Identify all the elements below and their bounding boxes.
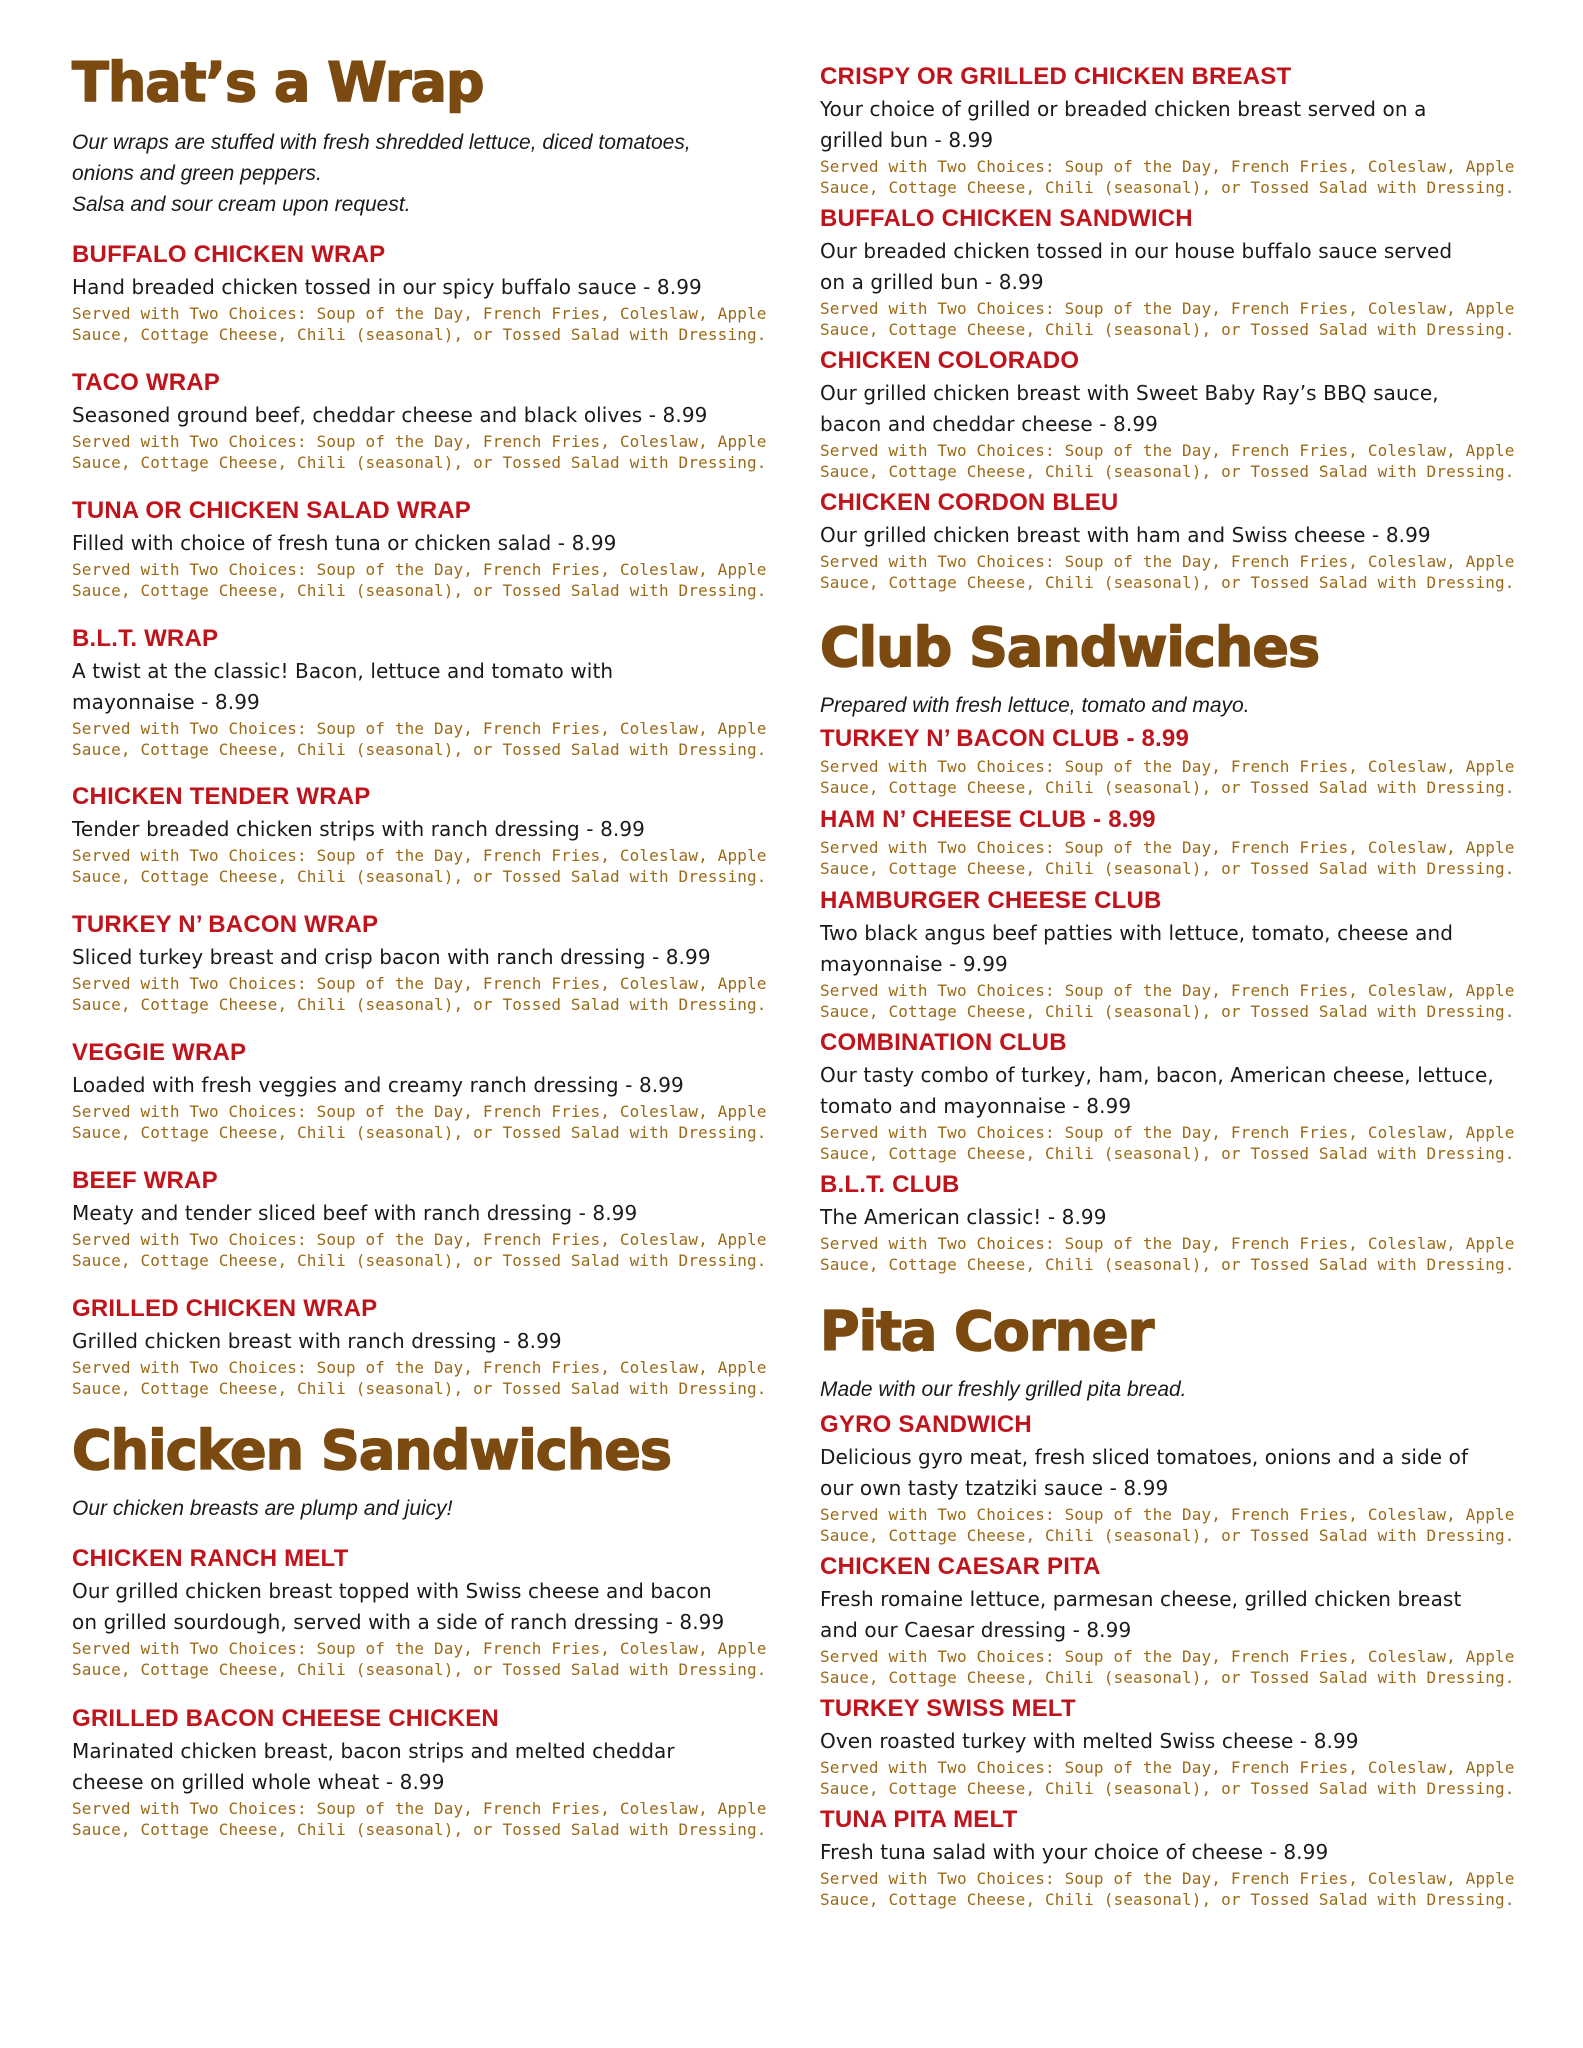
served-with-line: Sauce, Cottage Cheese, Chili (seasonal), or Tossed Salad with Dressing.: [820, 859, 1515, 878]
menu-item-veggie-wrap: [72, 1036, 792, 1143]
menu-item-description: Our breaded chicken tossed in our house buffalo sauce served: [820, 239, 1453, 263]
menu-item-title: TURKEY N’ BACON CLUB - 8.99: [820, 725, 1190, 752]
club-section-title: Club Sandwiches: [820, 616, 1320, 679]
served-with-line: Served with Two Choices: Soup of the Day, French Fries, Coleslaw, Apple: [72, 304, 767, 323]
menu-item-title: CHICKEN CORDON BLEU: [820, 489, 1119, 516]
pita-section-title: Pita Corner: [820, 1300, 1154, 1363]
served-with-line: Sauce, Cottage Cheese, Chili (seasonal), or Tossed Salad with Dressing.: [72, 1123, 767, 1142]
served-with-line: Served with Two Choices: Soup of the Day, French Fries, Coleslaw, Apple: [820, 981, 1515, 1000]
served-with-line: Sauce, Cottage Cheese, Chili (seasonal), or Tossed Salad with Dressing.: [820, 178, 1515, 197]
served-with-line: Sauce, Cottage Cheese, Chili (seasonal), or Tossed Salad with Dressing.: [72, 995, 767, 1014]
served-with-line: Served with Two Choices: Soup of the Day, French Fries, Coleslaw, Apple: [72, 719, 767, 738]
menu-item-description: Our grilled chicken breast with Sweet Baby Ray’s BBQ sauce,: [820, 381, 1439, 405]
pita-intro: [820, 1374, 1540, 1405]
menu-item-description: Our grilled chicken breast with ham and Swiss cheese - 8.99: [820, 523, 1431, 547]
menu-item-chicken-caesar-pita: [820, 1550, 1540, 1688]
menu-item-title: TACO WRAP: [72, 369, 221, 396]
menu-item-title: HAM N’ CHEESE CLUB - 8.99: [820, 806, 1156, 833]
served-with-line: Sauce, Cottage Cheese, Chili (seasonal), or Tossed Salad with Dressing.: [820, 1526, 1515, 1545]
menu-item-description: Fresh tuna salad with your choice of cheese - 8.99: [820, 1840, 1329, 1864]
served-with-line: Served with Two Choices: Soup of the Day, French Fries, Coleslaw, Apple: [820, 299, 1515, 318]
served-with-line: Served with Two Choices: Soup of the Day, French Fries, Coleslaw, Apple: [820, 1123, 1515, 1142]
served-with-line: Served with Two Choices: Soup of the Day, French Fries, Coleslaw, Apple: [820, 1647, 1515, 1666]
menu-item-description: Our tasty combo of turkey, ham, bacon, American cheese, lettuce,: [820, 1063, 1494, 1087]
served-with-line: Served with Two Choices: Soup of the Day, French Fries, Coleslaw, Apple: [820, 757, 1515, 776]
served-with-line: Served with Two Choices: Soup of the Day, French Fries, Coleslaw, Apple: [820, 1869, 1515, 1888]
served-with-line: Sauce, Cottage Cheese, Chili (seasonal), or Tossed Salad with Dressing.: [820, 778, 1515, 797]
menu-item-chicken-tender-wrap: [72, 780, 792, 887]
menu-item-description: Loaded with fresh veggies and creamy ranch dressing - 8.99: [72, 1073, 684, 1097]
menu-item-taco-wrap: [72, 366, 792, 473]
wraps-intro-line: Salsa and sour cream upon request.: [72, 193, 411, 216]
menu-item-description: Oven roasted turkey with melted Swiss cheese - 8.99: [820, 1729, 1359, 1753]
served-with-line: Served with Two Choices: Soup of the Day, French Fries, Coleslaw, Apple: [72, 846, 767, 865]
chicken-intro-line: Our chicken breasts are plump and juicy!: [72, 1497, 453, 1520]
served-with-line: Sauce, Cottage Cheese, Chili (seasonal), or Tossed Salad with Dressing.: [820, 1668, 1515, 1687]
wraps-section-title: That’s a Wrap: [72, 51, 484, 114]
menu-item-description: Fresh romaine lettuce, parmesan cheese, grilled chicken breast: [820, 1587, 1462, 1611]
menu-item-title: TURKEY SWISS MELT: [820, 1695, 1076, 1722]
menu-item-title: CHICKEN RANCH MELT: [72, 1545, 349, 1572]
menu-item-description: Hand breaded chicken tossed in our spicy buffalo sauce - 8.99: [72, 275, 702, 299]
menu-item-description: Our grilled chicken breast topped with Swiss cheese and bacon: [72, 1579, 712, 1603]
menu-item-description: mayonnaise - 8.99: [72, 690, 260, 714]
served-with-line: Sauce, Cottage Cheese, Chili (seasonal), or Tossed Salad with Dressing.: [72, 581, 767, 600]
chicken-intro: [72, 1493, 792, 1524]
served-with-line: Sauce, Cottage Cheese, Chili (seasonal), or Tossed Salad with Dressing.: [820, 573, 1515, 592]
menu-item-description: on a grilled bun - 8.99: [820, 270, 1044, 294]
served-with-line: Served with Two Choices: Soup of the Day, French Fries, Coleslaw, Apple: [72, 1102, 767, 1121]
menu-item-description: Seasoned ground beef, cheddar cheese and black olives - 8.99: [72, 403, 708, 427]
menu-item-description: Sliced turkey breast and crisp bacon with ranch dressing - 8.99: [72, 945, 711, 969]
menu-item-blt-club: [820, 1168, 1540, 1275]
menu-item-turkey-swiss-melt: [820, 1692, 1540, 1799]
served-with-line: Sauce, Cottage Cheese, Chili (seasonal), or Tossed Salad with Dressing.: [72, 1251, 767, 1270]
menu-item-chicken-cordon-bleu: [820, 486, 1540, 593]
menu-item-turkey-bacon-club: [820, 722, 1540, 798]
served-with-line: Sauce, Cottage Cheese, Chili (seasonal), or Tossed Salad with Dressing.: [820, 1144, 1515, 1163]
menu-item-description: cheese on grilled whole wheat - 8.99: [72, 1770, 445, 1794]
menu-item-chicken-ranch-melt: [72, 1542, 792, 1680]
menu-item-title: TUNA PITA MELT: [820, 1806, 1018, 1833]
served-with-line: Served with Two Choices: Soup of the Day, French Fries, Coleslaw, Apple: [72, 1358, 767, 1377]
served-with-line: Served with Two Choices: Soup of the Day, French Fries, Coleslaw, Apple: [820, 552, 1515, 571]
menu-item-title: GYRO SANDWICH: [820, 1411, 1032, 1438]
served-with-line: Sauce, Cottage Cheese, Chili (seasonal), or Tossed Salad with Dressing.: [72, 1660, 767, 1679]
menu-item-title: CHICKEN TENDER WRAP: [72, 783, 371, 810]
club-intro-line: Prepared with fresh lettuce, tomato and mayo.: [820, 694, 1250, 717]
menu-item-description: Meaty and tender sliced beef with ranch dressing - 8.99: [72, 1201, 638, 1225]
menu-item-grilled-bacon-cheese-chicken: [72, 1702, 792, 1840]
menu-item-description: Grilled chicken breast with ranch dressing - 8.99: [72, 1329, 562, 1353]
menu-item-blt-wrap: [72, 622, 792, 760]
served-with-line: Served with Two Choices: Soup of the Day, French Fries, Coleslaw, Apple: [820, 1234, 1515, 1253]
served-with-line: Served with Two Choices: Soup of the Day, French Fries, Coleslaw, Apple: [820, 441, 1515, 460]
menu-item-description: Filled with choice of fresh tuna or chicken salad - 8.99: [72, 531, 617, 555]
menu-item-description: A twist at the classic! Bacon, lettuce and tomato with: [72, 659, 614, 683]
served-with-line: Served with Two Choices: Soup of the Day, French Fries, Coleslaw, Apple: [820, 1758, 1515, 1777]
menu-item-description: Delicious gyro meat, fresh sliced tomatoes, onions and a side of: [820, 1445, 1469, 1469]
menu-item-title: B.L.T. CLUB: [820, 1171, 960, 1198]
served-with-line: Served with Two Choices: Soup of the Day, French Fries, Coleslaw, Apple: [820, 838, 1515, 857]
menu-item-buffalo-chicken-sandwich: [820, 202, 1540, 340]
served-with-line: Sauce, Cottage Cheese, Chili (seasonal), or Tossed Salad with Dressing.: [72, 1820, 767, 1839]
menu-item-buffalo-chicken-wrap: [72, 238, 792, 345]
served-with-line: Served with Two Choices: Soup of the Day, French Fries, Coleslaw, Apple: [820, 157, 1515, 176]
menu-item-title: BUFFALO CHICKEN WRAP: [72, 241, 386, 268]
menu-item-description: Two black angus beef patties with lettuce, tomato, cheese and: [820, 921, 1454, 945]
served-with-line: Sauce, Cottage Cheese, Chili (seasonal), or Tossed Salad with Dressing.: [820, 320, 1515, 339]
menu-item-turkey-bacon-wrap: [72, 908, 792, 1015]
menu-item-title: GRILLED BACON CHEESE CHICKEN: [72, 1705, 499, 1732]
pita-heading-block: [820, 1299, 1540, 1365]
chicken-heading-block: [72, 1418, 792, 1484]
club-heading-block: [820, 615, 1540, 681]
menu-item-combination-club: [820, 1026, 1540, 1164]
served-with-line: Sauce, Cottage Cheese, Chili (seasonal), or Tossed Salad with Dressing.: [72, 1379, 767, 1398]
served-with-line: Served with Two Choices: Soup of the Day, French Fries, Coleslaw, Apple: [72, 1639, 767, 1658]
served-with-line: Served with Two Choices: Soup of the Day, French Fries, Coleslaw, Apple: [72, 432, 767, 451]
served-with-line: Served with Two Choices: Soup of the Day, French Fries, Coleslaw, Apple: [820, 1505, 1515, 1524]
served-with-line: Sauce, Cottage Cheese, Chili (seasonal), or Tossed Salad with Dressing.: [820, 462, 1515, 481]
menu-item-chicken-colorado: [820, 344, 1540, 482]
menu-item-grilled-chicken-wrap: [72, 1292, 792, 1399]
menu-item-title: GRILLED CHICKEN WRAP: [72, 1295, 378, 1322]
menu-item-description: grilled bun - 8.99: [820, 128, 994, 152]
menu-item-description: Tender breaded chicken strips with ranch dressing - 8.99: [72, 817, 646, 841]
menu-item-title: TURKEY N’ BACON WRAP: [72, 911, 379, 938]
menu-item-tuna-pita-melt: [820, 1803, 1540, 1910]
menu-item-crispy-grilled-chicken-breast: [820, 60, 1540, 198]
served-with-line: Sauce, Cottage Cheese, Chili (seasonal), or Tossed Salad with Dressing.: [72, 325, 767, 344]
menu-item-title: TUNA OR CHICKEN SALAD WRAP: [72, 497, 471, 524]
menu-item-description: Your choice of grilled or breaded chicken breast served on a: [820, 97, 1427, 121]
menu-item-title: BEEF WRAP: [72, 1167, 218, 1194]
pita-intro-line: Made with our freshly grilled pita bread.: [820, 1378, 1187, 1401]
menu-item-description: bacon and cheddar cheese - 8.99: [820, 412, 1158, 436]
menu-item-title: B.L.T. WRAP: [72, 625, 219, 652]
menu-item-title: CHICKEN CAESAR PITA: [820, 1553, 1101, 1580]
served-with-line: Served with Two Choices: Soup of the Day, French Fries, Coleslaw, Apple: [72, 974, 767, 993]
served-with-line: Sauce, Cottage Cheese, Chili (seasonal), or Tossed Salad with Dressing.: [72, 867, 767, 886]
served-with-line: Served with Two Choices: Soup of the Day, French Fries, Coleslaw, Apple: [72, 560, 767, 579]
menu-item-title: CRISPY OR GRILLED CHICKEN BREAST: [820, 63, 1292, 90]
menu-item-gyro-sandwich: [820, 1408, 1540, 1546]
menu-item-description: our own tasty tzatziki sauce - 8.99: [820, 1476, 1169, 1500]
menu-item-tuna-chicken-salad-wrap: [72, 494, 792, 601]
served-with-line: Served with Two Choices: Soup of the Day, French Fries, Coleslaw, Apple: [72, 1799, 767, 1818]
menu-item-description: Marinated chicken breast, bacon strips and melted cheddar: [72, 1739, 675, 1763]
menu-item-title: BUFFALO CHICKEN SANDWICH: [820, 205, 1193, 232]
menu-item-hamburger-cheese-club: [820, 884, 1540, 1022]
menu-item-title: COMBINATION CLUB: [820, 1029, 1067, 1056]
wraps-intro-line: Our wraps are stuffed with fresh shredded lettuce, diced tomatoes,: [72, 131, 691, 154]
menu-item-title: HAMBURGER CHEESE CLUB: [820, 887, 1162, 914]
served-with-line: Sauce, Cottage Cheese, Chili (seasonal), or Tossed Salad with Dressing.: [820, 1890, 1515, 1909]
menu-item-description: and our Caesar dressing - 8.99: [820, 1618, 1132, 1642]
menu-item-beef-wrap: [72, 1164, 792, 1271]
menu-item-description: The American classic! - 8.99: [820, 1205, 1107, 1229]
wraps-heading-block: [72, 50, 792, 116]
served-with-line: Sauce, Cottage Cheese, Chili (seasonal), or Tossed Salad with Dressing.: [820, 1255, 1515, 1274]
served-with-line: Served with Two Choices: Soup of the Day, French Fries, Coleslaw, Apple: [72, 1230, 767, 1249]
wraps-intro-line: onions and green peppers.: [72, 162, 322, 185]
served-with-line: Sauce, Cottage Cheese, Chili (seasonal), or Tossed Salad with Dressing.: [72, 453, 767, 472]
menu-item-description: tomato and mayonnaise - 8.99: [820, 1094, 1132, 1118]
club-intro: [820, 690, 1540, 721]
menu-item-description: on grilled sourdough, served with a side of ranch dressing - 8.99: [72, 1610, 725, 1634]
menu-item-ham-cheese-club: [820, 803, 1540, 879]
served-with-line: Sauce, Cottage Cheese, Chili (seasonal), or Tossed Salad with Dressing.: [72, 740, 767, 759]
served-with-line: Sauce, Cottage Cheese, Chili (seasonal), or Tossed Salad with Dressing.: [820, 1002, 1515, 1021]
wraps-intro: [72, 127, 792, 220]
chicken-section-title: Chicken Sandwiches: [72, 1419, 671, 1482]
menu-item-title: VEGGIE WRAP: [72, 1039, 247, 1066]
menu-item-title: CHICKEN COLORADO: [820, 347, 1080, 374]
menu-item-description: mayonnaise - 9.99: [820, 952, 1008, 976]
served-with-line: Sauce, Cottage Cheese, Chili (seasonal), or Tossed Salad with Dressing.: [820, 1779, 1515, 1798]
